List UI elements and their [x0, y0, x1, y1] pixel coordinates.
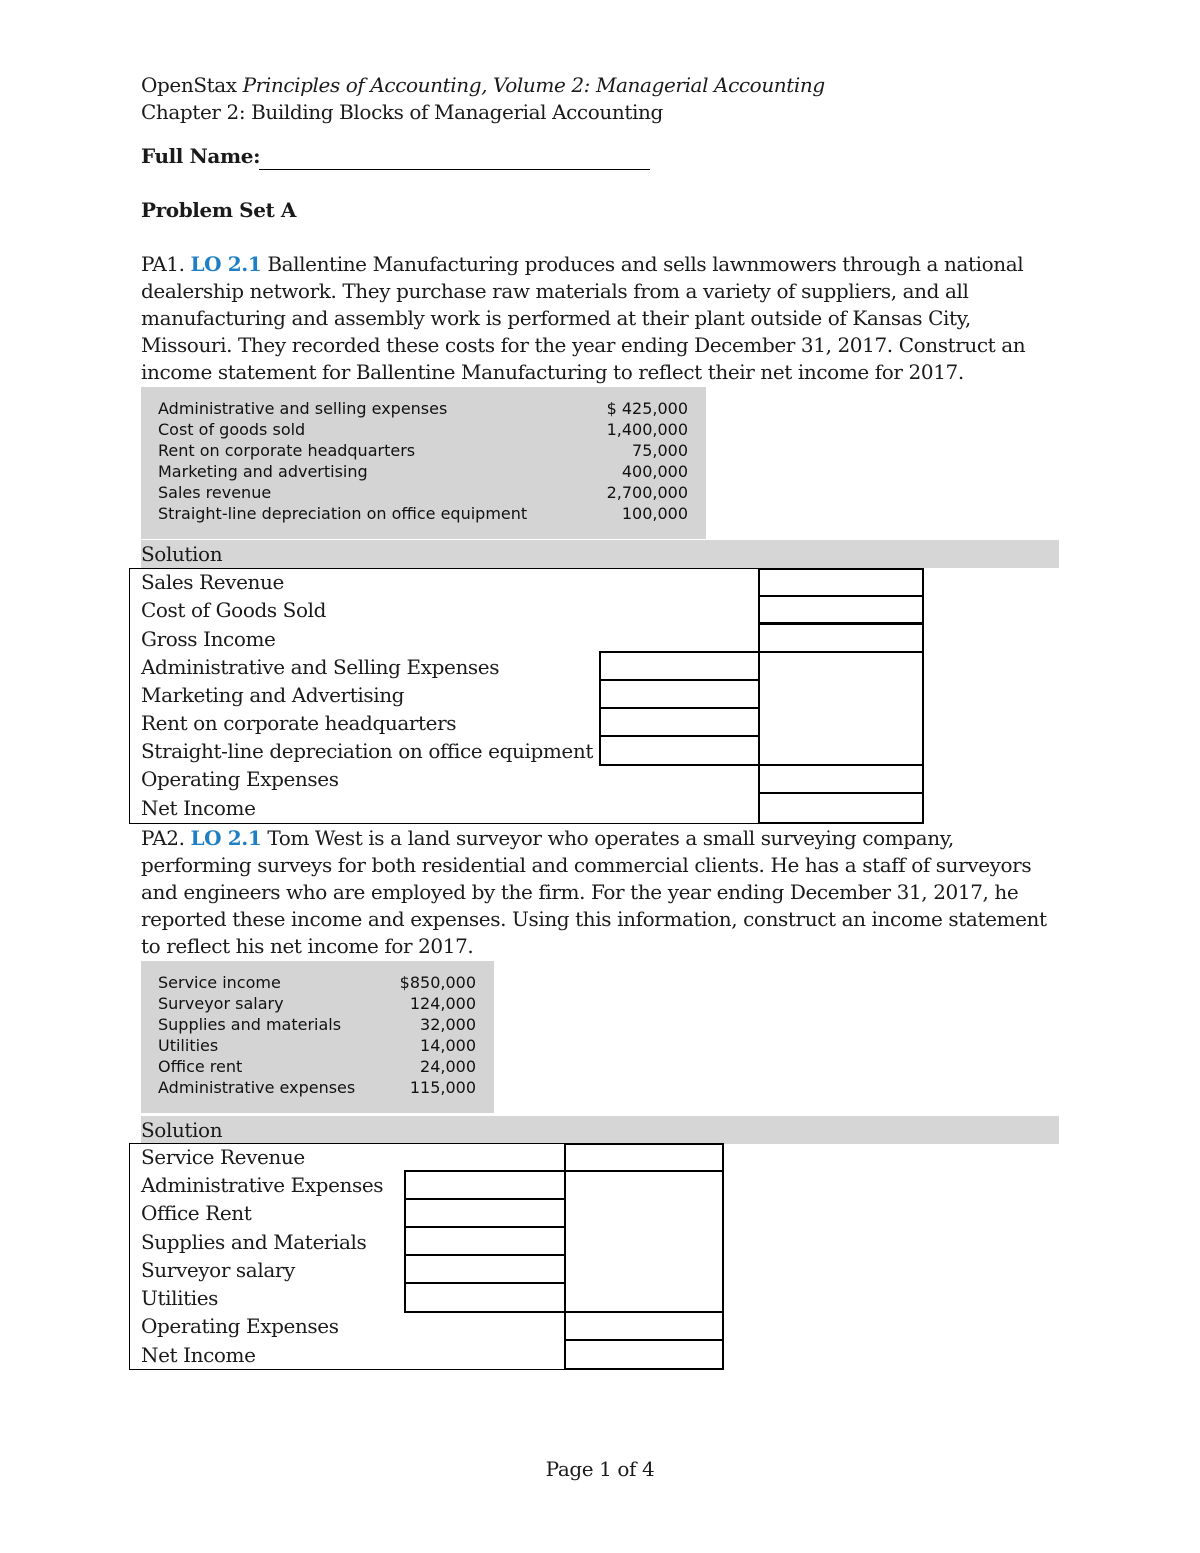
net-income-input[interactable] — [564, 1339, 724, 1370]
table-row-label: Rent on corporate headquarters — [141, 711, 457, 735]
data-value: 75,000 — [632, 441, 688, 460]
data-value: 24,000 — [420, 1057, 476, 1076]
operating-expenses-input[interactable] — [564, 1311, 724, 1341]
data-value: 1,400,000 — [606, 420, 688, 439]
data-value: $850,000 — [399, 973, 476, 992]
marketing-advertising-input[interactable] — [599, 679, 760, 709]
course-title: OpenStax Principles of Accounting, Volume 2: Managerial Accounting — [141, 73, 825, 97]
data-value: 124,000 — [409, 994, 476, 1013]
data-label: Utilities — [158, 1036, 219, 1055]
pa2-learning-objective-link[interactable]: LO 2.1 — [190, 826, 262, 850]
cost-of-goods-sold-input[interactable] — [758, 595, 924, 624]
data-label: Marketing and advertising — [158, 462, 368, 481]
pa1-learning-objective-link[interactable]: LO 2.1 — [190, 252, 262, 276]
table-row-label: Surveyor salary — [141, 1258, 295, 1282]
table-row-label: Net Income — [141, 1343, 256, 1367]
data-label: Rent on corporate headquarters — [158, 441, 416, 460]
data-value: 100,000 — [621, 504, 688, 523]
pa2-solution-bar — [141, 1116, 1059, 1144]
pa2-data-table — [141, 961, 494, 1113]
data-label: Administrative expenses — [158, 1078, 356, 1097]
pa1-data-table — [141, 387, 706, 539]
operating-expenses-input[interactable] — [758, 764, 924, 794]
depreciation-input[interactable] — [599, 735, 760, 766]
table-row-label: Administrative Expenses — [141, 1173, 384, 1197]
problem-set-title: Problem Set A — [141, 198, 297, 222]
service-revenue-input[interactable] — [564, 1143, 724, 1172]
pa1-solution-label: Solution — [141, 542, 223, 566]
data-label: Cost of goods sold — [158, 420, 306, 439]
admin-selling-expenses-input[interactable] — [599, 651, 760, 681]
utilities-input[interactable] — [404, 1282, 566, 1313]
data-value: 32,000 — [420, 1015, 476, 1034]
data-label: Service income — [158, 973, 281, 992]
surveyor-salary-input[interactable] — [404, 1254, 566, 1284]
table-row-label: Supplies and Materials — [141, 1230, 367, 1254]
data-label: Straight-line depreciation on office equipment — [158, 504, 528, 523]
pa2-problem-text: PA2. LO 2.1 Tom West is a land surveyor who operates a small surveying company, performing surveys for both residential and commercial clients. He has a staff of surveyors and engineers who are employed by the firm. For the year ending December 31, 2017, he reported these income and expenses. Using this information, construct an income statement to reflect his net income for 2017. — [141, 826, 1047, 958]
sales-revenue-input[interactable] — [758, 568, 924, 597]
supplies-materials-input[interactable] — [404, 1226, 566, 1256]
data-value: 115,000 — [409, 1078, 476, 1097]
table-row-label: Gross Income — [141, 627, 276, 651]
office-rent-input[interactable] — [404, 1198, 566, 1228]
table-row-label: Service Revenue — [141, 1145, 305, 1169]
table-row-label: Utilities — [141, 1286, 219, 1310]
gross-income-input[interactable] — [758, 623, 924, 653]
table-row-label: Marketing and Advertising — [141, 683, 405, 707]
table-row-label: Office Rent — [141, 1201, 252, 1225]
rent-headquarters-input[interactable] — [599, 707, 760, 737]
data-label: Administrative and selling expenses — [158, 399, 448, 418]
data-value: 2,700,000 — [606, 483, 688, 502]
pa1-solution-bar — [141, 540, 1059, 568]
data-value: $ 425,000 — [606, 399, 688, 418]
full-name-label: Full Name: — [141, 144, 261, 168]
data-label: Office rent — [158, 1057, 243, 1076]
page-number: Page 1 of 4 — [545, 1457, 655, 1481]
data-label: Supplies and materials — [158, 1015, 342, 1034]
operating-expense-block — [564, 1170, 724, 1313]
chapter-title: Chapter 2: Building Blocks of Managerial Accounting — [141, 100, 663, 124]
table-row-label: Operating Expenses — [141, 767, 339, 791]
table-row-label: Cost of Goods Sold — [141, 598, 327, 622]
full-name-field[interactable] — [259, 169, 650, 170]
pa1-problem-text: PA1. LO 2.1 Ballentine Manufacturing produces and sells lawnmowers through a national dealership network. They purchase raw materials from a variety of suppliers, and all manufacturing and assembly work is performed at their plant outside of Kansas City, Missouri. They recorded these costs for the year ending December 31, 2017. Construct an income statement for Ballentine Manufacturing to reflect their net income for 2017. — [141, 252, 1026, 384]
table-row-label: Sales Revenue — [141, 570, 284, 594]
net-income-input[interactable] — [758, 792, 924, 824]
pa2-solution-label: Solution — [141, 1118, 223, 1142]
table-row-label: Straight-line depreciation on office equipment — [141, 739, 593, 763]
administrative-expenses-input[interactable] — [404, 1170, 566, 1200]
data-label: Surveyor salary — [158, 994, 284, 1013]
operating-expense-block — [758, 651, 924, 766]
data-value: 14,000 — [420, 1036, 476, 1055]
data-value: 400,000 — [621, 462, 688, 481]
table-row-label: Operating Expenses — [141, 1314, 339, 1338]
table-row-label: Administrative and Selling Expenses — [141, 655, 500, 679]
data-label: Sales revenue — [158, 483, 272, 502]
table-row-label: Net Income — [141, 796, 256, 820]
